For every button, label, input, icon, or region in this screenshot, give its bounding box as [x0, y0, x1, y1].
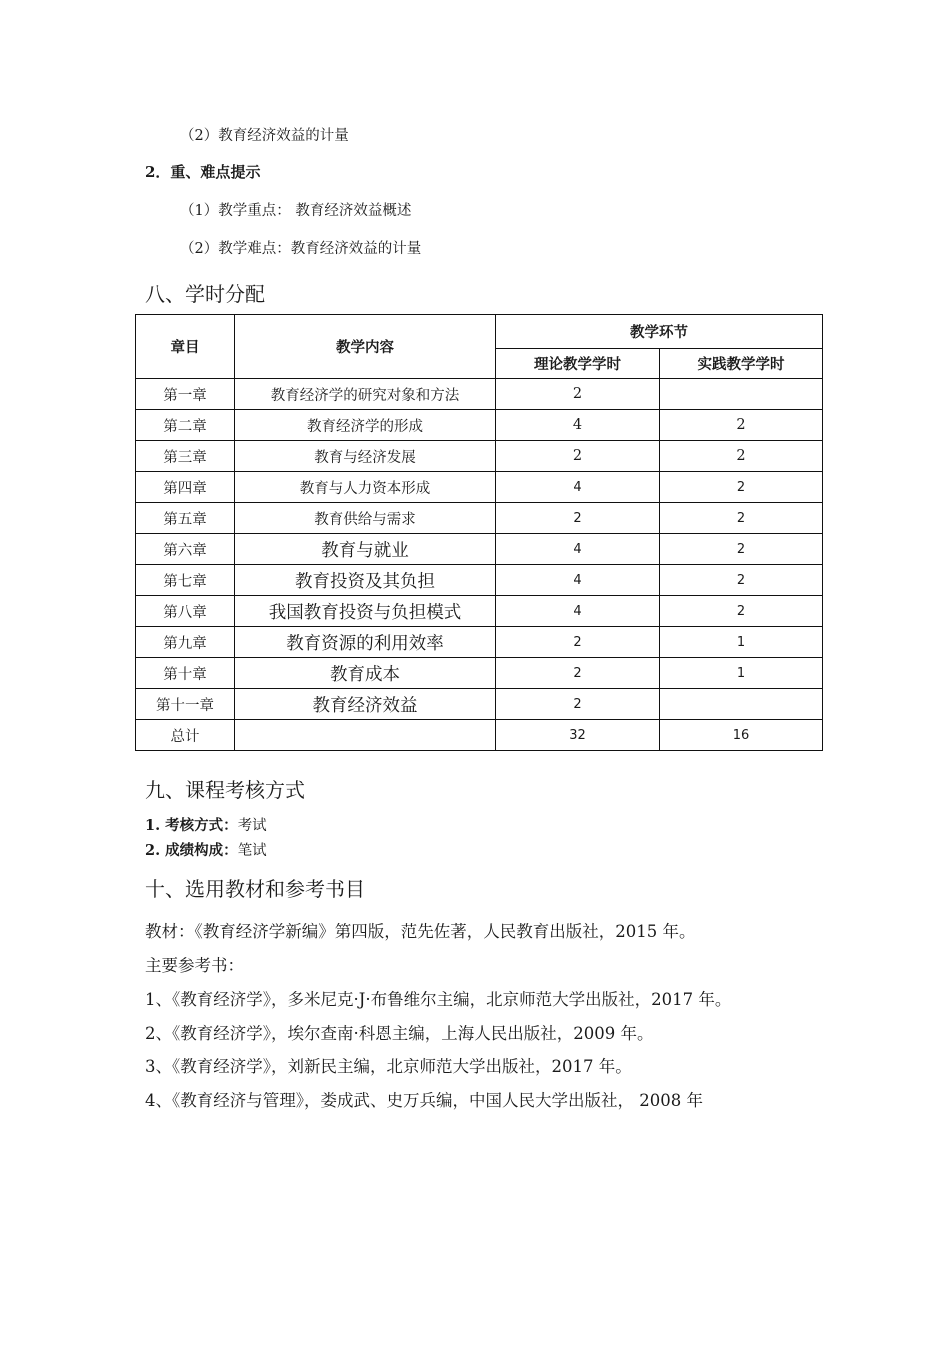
key-points-heading: 2．重、难点提示: [145, 163, 261, 181]
chapter-cell: 第二章: [136, 410, 235, 441]
theory-hours-cell: 2: [496, 441, 660, 472]
theory-hours-cell: 2: [496, 379, 660, 410]
chapter-cell: 第五章: [136, 503, 235, 534]
chapter-cell: 第九章: [136, 627, 235, 658]
content-cell: 教育经济学的形成: [235, 410, 496, 441]
references-label: 主要参考书：: [145, 956, 244, 975]
theory-hours-cell: 4: [496, 410, 660, 441]
table-row: [136, 534, 823, 565]
reference-item: 2、《教育经济学》，埃尔查南·科恩主编，上海人民出版社，2009 年。: [145, 1024, 654, 1043]
content-cell: 教育与经济发展: [235, 441, 496, 472]
practice-hours-cell: 2: [660, 534, 823, 565]
grade-composition-value: 笔试: [237, 843, 267, 859]
key-point-2: （2）教学难点：教育经济效益的计量: [180, 241, 422, 257]
chapter-cell: 第十章: [136, 658, 235, 689]
table-row: [136, 658, 823, 689]
total-theory-hours-cell: 32: [496, 720, 660, 751]
reference-item: 3、《教育经济学》，刘新民主编，北京师范大学出版社，2017 年。: [145, 1057, 632, 1076]
practice-hours-cell: 1: [660, 627, 823, 658]
practice-hours-cell: 2: [660, 472, 823, 503]
header-content: 教学内容: [235, 315, 496, 379]
content-item-2: （2）教育经济效益的计量: [180, 128, 349, 144]
practice-hours-cell: 2: [660, 503, 823, 534]
theory-hours-cell: 2: [496, 658, 660, 689]
table-row: [136, 472, 823, 503]
table-row: [136, 689, 823, 720]
grade-composition-line: [145, 839, 267, 860]
assessment-method-label: 1. 考核方式：: [145, 817, 238, 834]
theory-hours-cell: 4: [496, 565, 660, 596]
section-10-title: 十、选用教材和参考书目: [145, 877, 365, 901]
content-cell: 教育与人力资本形成: [235, 472, 496, 503]
reference-item: 4、《教育经济与管理》，娄成武、史万兵编，中国人民大学出版社， 2008 年: [145, 1091, 703, 1110]
table-row: [136, 503, 823, 534]
practice-hours-cell: [660, 379, 823, 410]
content-cell: 教育经济学的研究对象和方法: [235, 379, 496, 410]
theory-hours-cell: 4: [496, 534, 660, 565]
chapter-cell: 第一章: [136, 379, 235, 410]
chapter-cell: 第八章: [136, 596, 235, 627]
practice-hours-cell: 2: [660, 441, 823, 472]
theory-hours-cell: 4: [496, 596, 660, 627]
content-cell: 教育资源的利用效率: [235, 627, 496, 658]
table-row: [136, 627, 823, 658]
theory-hours-cell: 2: [496, 689, 660, 720]
total-label-cell: 总计: [136, 720, 235, 751]
content-cell: 我国教育投资与负担模式: [235, 596, 496, 627]
table-row: [136, 379, 823, 410]
table-row: [136, 596, 823, 627]
key-point-1: （1）教学重点： 教育经济效益概述: [180, 203, 412, 219]
table-row: [136, 441, 823, 472]
theory-hours-cell: 2: [496, 627, 660, 658]
hours-allocation-table: [135, 314, 823, 751]
content-cell: 教育投资及其负担: [235, 565, 496, 596]
header-theory-hours: 理论教学学时: [496, 349, 660, 379]
chapter-cell: 第四章: [136, 472, 235, 503]
chapter-cell: 第三章: [136, 441, 235, 472]
header-practice-hours: 实践教学学时: [660, 349, 823, 379]
theory-hours-cell: 4: [496, 472, 660, 503]
practice-hours-cell: 2: [660, 410, 823, 441]
chapter-cell: 第六章: [136, 534, 235, 565]
total-practice-hours-cell: 16: [660, 720, 823, 751]
chapter-cell: 第七章: [136, 565, 235, 596]
section-9-title: 九、课程考核方式: [145, 778, 305, 802]
practice-hours-cell: 2: [660, 565, 823, 596]
table-row: [136, 565, 823, 596]
content-cell: 教育经济效益: [235, 689, 496, 720]
content-cell: 教育供给与需求: [235, 503, 496, 534]
theory-hours-cell: 2: [496, 503, 660, 534]
content-cell: 教育成本: [235, 658, 496, 689]
table-total-row: [136, 720, 823, 751]
table-row: [136, 410, 823, 441]
total-content-cell: [235, 720, 496, 751]
practice-hours-cell: 1: [660, 658, 823, 689]
practice-hours-cell: 2: [660, 596, 823, 627]
assessment-method-value: 考试: [237, 818, 267, 834]
grade-composition-label: 2. 成绩构成：: [145, 842, 238, 859]
assessment-method-line: [145, 814, 267, 835]
content-cell: 教育与就业: [235, 534, 496, 565]
section-8-title: 八、学时分配: [145, 282, 265, 306]
header-chapter: 章目: [136, 315, 235, 379]
textbook-line: 教材：《教育经济学新编》第四版，范先佐著，人民教育出版社，2015 年。: [145, 922, 696, 941]
chapter-cell: 第十一章: [136, 689, 235, 720]
practice-hours-cell: [660, 689, 823, 720]
reference-item: 1、《教育经济学》，多米尼克·J·布鲁维尔主编，北京师范大学出版社，2017 年。: [145, 990, 732, 1009]
header-teaching-stage: 教学环节: [496, 315, 823, 349]
